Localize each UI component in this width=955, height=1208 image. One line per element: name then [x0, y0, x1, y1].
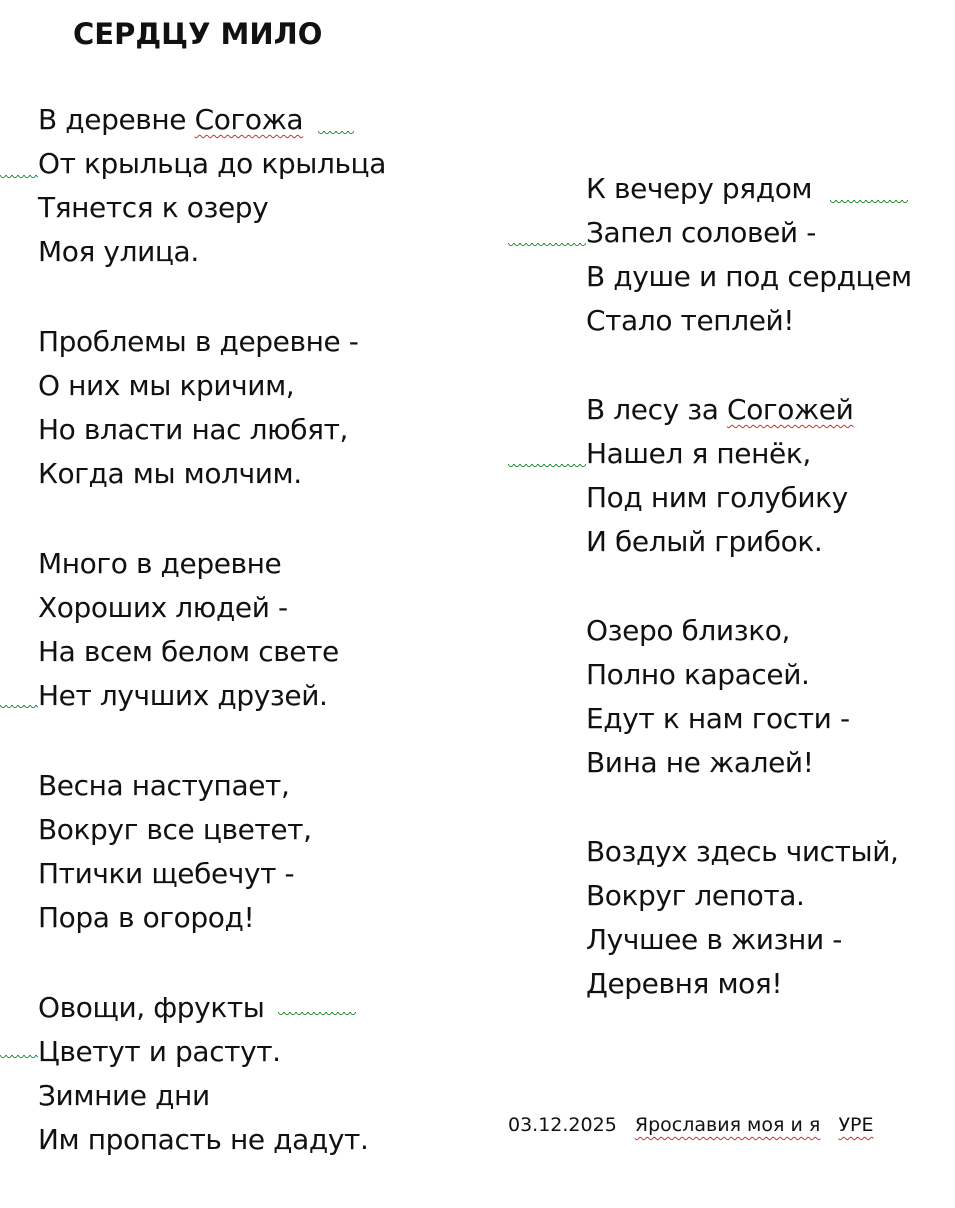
poem-line: Полно карасей.	[586, 658, 810, 691]
grammar-mark	[0, 705, 38, 711]
right-column	[586, 167, 946, 1051]
poem-line: Пора в огород!	[38, 901, 255, 934]
poem-line: Вокруг все цветет,	[38, 813, 312, 846]
grammar-mark	[508, 464, 586, 470]
poem-line: Много в деревне	[38, 547, 282, 580]
poem-line: Озеро близко,	[586, 614, 790, 647]
stanza	[586, 609, 946, 785]
poem-line: На всем белом свете	[38, 635, 339, 668]
poem-line: От крыльца до крыльца	[38, 147, 386, 180]
poem-line: Вина не жалей!	[586, 746, 814, 779]
poem-title: СЕРДЦУ МИЛО	[73, 17, 323, 51]
poem-line: Едут к нам гости -	[586, 702, 850, 735]
poem-line: Нет лучших друзей.	[38, 679, 328, 712]
footer-date: 03.12.2025	[508, 1114, 617, 1136]
poem-line: О них мы кричим,	[38, 369, 295, 402]
poem-line: К вечеру рядом	[586, 172, 813, 205]
stanza	[38, 764, 478, 940]
poem-line: И белый грибок.	[586, 525, 823, 558]
poem-line: Но власти нас любят,	[38, 413, 348, 446]
poem-line: В деревне Согожа	[38, 103, 304, 136]
spellcheck-word: Согожа	[194, 103, 304, 136]
poem-line: Хороших людей -	[38, 591, 288, 624]
poem-line: Им пропасть не дадут.	[38, 1123, 369, 1156]
footer	[508, 1110, 873, 1140]
spellcheck-word: Согожей	[727, 393, 854, 426]
poem-line: Вокруг лепота.	[586, 879, 805, 912]
poem-line: Птички щебечут -	[38, 857, 295, 890]
poem-line: Когда мы молчим.	[38, 457, 302, 490]
stanza	[586, 388, 946, 564]
poem-line: Весна наступает,	[38, 769, 290, 802]
poem-line: Лучшее в жизни -	[586, 923, 842, 956]
stanza	[586, 830, 946, 1006]
grammar-mark	[0, 175, 38, 181]
stanza	[38, 542, 478, 718]
poem-line: Нашел я пенёк,	[586, 437, 811, 470]
poem-line: Зимние дни	[38, 1079, 210, 1112]
poem-line: Тянется к озеру	[38, 191, 269, 224]
poem-line: Деревня моя!	[586, 967, 783, 1000]
grammar-mark	[0, 1055, 38, 1061]
poem-line: Моя улица.	[38, 235, 199, 268]
left-column	[38, 98, 478, 1208]
grammar-mark	[830, 200, 908, 206]
grammar-mark	[278, 1012, 356, 1018]
poem-line: Проблемы в деревне -	[38, 325, 359, 358]
poem-line: Запел соловей -	[586, 216, 816, 249]
stanza	[38, 320, 478, 496]
poem-line: Цветут и растут.	[38, 1035, 281, 1068]
grammar-mark	[318, 131, 354, 137]
footer-author: УРЕ	[838, 1114, 874, 1136]
grammar-mark	[508, 243, 586, 249]
stanza	[586, 167, 946, 343]
stanza	[38, 986, 478, 1162]
poem-line: Овощи, фрукты	[38, 991, 265, 1024]
poem-line: Под ним голубику	[586, 481, 848, 514]
stanza	[38, 98, 478, 274]
poem-line: В лесу за Согожей	[586, 393, 854, 426]
poem-line: Воздух здесь чистый,	[586, 835, 899, 868]
poem-line: Стало теплей!	[586, 304, 795, 337]
footer-source: Ярославия моя и я	[634, 1114, 821, 1136]
poem-line: В душе и под сердцем	[586, 260, 912, 293]
